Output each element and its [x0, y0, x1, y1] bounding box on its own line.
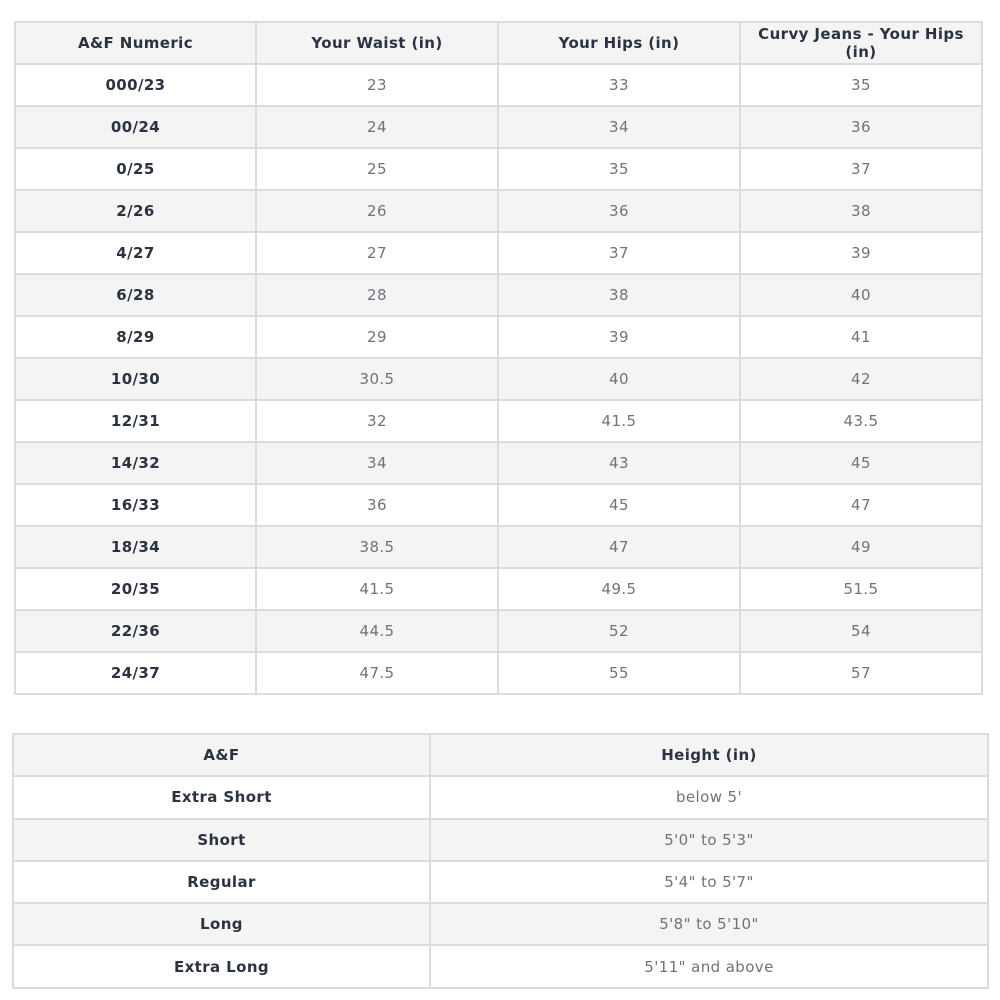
length-label: Extra Long: [13, 945, 430, 987]
table-row: [15, 274, 982, 316]
waist-value: 32: [256, 400, 498, 442]
table-row: [15, 442, 982, 484]
height-range: 5'11" and above: [430, 945, 988, 987]
column-header-waist: Your Waist (in): [256, 22, 498, 64]
table-row: [13, 945, 988, 987]
waist-value: 26: [256, 190, 498, 232]
curvy-hips-value: 45: [740, 442, 982, 484]
hips-value: 41.5: [498, 400, 740, 442]
height-range: 5'4" to 5'7": [430, 861, 988, 903]
size-label: 20/35: [15, 568, 256, 610]
hips-value: 35: [498, 148, 740, 190]
height-range: 5'0" to 5'3": [430, 819, 988, 861]
curvy-hips-value: 39: [740, 232, 982, 274]
hips-value: 55: [498, 652, 740, 694]
table-row: [13, 776, 988, 818]
hips-value: 39: [498, 316, 740, 358]
length-label: Regular: [13, 861, 430, 903]
table-row: [15, 358, 982, 400]
waist-value: 47.5: [256, 652, 498, 694]
size-chart-header-row: [15, 22, 982, 64]
size-label: 24/37: [15, 652, 256, 694]
table-row: [15, 64, 982, 106]
table-row: [15, 106, 982, 148]
size-label: 00/24: [15, 106, 256, 148]
table-row: [15, 190, 982, 232]
waist-value: 44.5: [256, 610, 498, 652]
length-label: Extra Short: [13, 776, 430, 818]
waist-value: 27: [256, 232, 498, 274]
size-label: 000/23: [15, 64, 256, 106]
hips-value: 49.5: [498, 568, 740, 610]
table-row: [15, 484, 982, 526]
length-chart-table: [12, 733, 989, 989]
size-label: 14/32: [15, 442, 256, 484]
waist-value: 38.5: [256, 526, 498, 568]
size-label: 2/26: [15, 190, 256, 232]
waist-value: 29: [256, 316, 498, 358]
hips-value: 38: [498, 274, 740, 316]
curvy-hips-value: 37: [740, 148, 982, 190]
size-label: 4/27: [15, 232, 256, 274]
hips-value: 52: [498, 610, 740, 652]
curvy-hips-value: 36: [740, 106, 982, 148]
waist-value: 34: [256, 442, 498, 484]
table-row: [13, 819, 988, 861]
hips-value: 34: [498, 106, 740, 148]
curvy-hips-value: 51.5: [740, 568, 982, 610]
waist-value: 28: [256, 274, 498, 316]
table-row: [15, 316, 982, 358]
size-label: 16/33: [15, 484, 256, 526]
hips-value: 40: [498, 358, 740, 400]
curvy-hips-value: 40: [740, 274, 982, 316]
size-label: 22/36: [15, 610, 256, 652]
waist-value: 30.5: [256, 358, 498, 400]
table-row: [13, 861, 988, 903]
hips-value: 33: [498, 64, 740, 106]
curvy-hips-value: 38: [740, 190, 982, 232]
waist-value: 23: [256, 64, 498, 106]
table-row: [15, 148, 982, 190]
column-header-hips: Your Hips (in): [498, 22, 740, 64]
table-row: [15, 400, 982, 442]
column-header-height: Height (in): [430, 734, 988, 776]
waist-value: 41.5: [256, 568, 498, 610]
length-label: Short: [13, 819, 430, 861]
table-row: [13, 903, 988, 945]
hips-value: 37: [498, 232, 740, 274]
height-range: 5'8" to 5'10": [430, 903, 988, 945]
length-chart-header-row: [13, 734, 988, 776]
height-range: below 5': [430, 776, 988, 818]
column-header-numeric: A&F Numeric: [15, 22, 256, 64]
size-label: 18/34: [15, 526, 256, 568]
waist-value: 24: [256, 106, 498, 148]
table-row: [15, 652, 982, 694]
table-row: [15, 526, 982, 568]
length-label: Long: [13, 903, 430, 945]
waist-value: 36: [256, 484, 498, 526]
curvy-hips-value: 43.5: [740, 400, 982, 442]
curvy-hips-value: 41: [740, 316, 982, 358]
table-row: [15, 232, 982, 274]
curvy-hips-value: 42: [740, 358, 982, 400]
table-row: [15, 568, 982, 610]
size-chart-table: [14, 21, 983, 695]
column-header-curvy-hips: Curvy Jeans - Your Hips (in): [740, 22, 982, 64]
size-label: 8/29: [15, 316, 256, 358]
hips-value: 45: [498, 484, 740, 526]
curvy-hips-value: 35: [740, 64, 982, 106]
hips-value: 36: [498, 190, 740, 232]
hips-value: 47: [498, 526, 740, 568]
waist-value: 25: [256, 148, 498, 190]
size-label: 6/28: [15, 274, 256, 316]
table-row: [15, 610, 982, 652]
size-label: 0/25: [15, 148, 256, 190]
column-header-af: A&F: [13, 734, 430, 776]
curvy-hips-value: 47: [740, 484, 982, 526]
size-label: 12/31: [15, 400, 256, 442]
size-label: 10/30: [15, 358, 256, 400]
hips-value: 43: [498, 442, 740, 484]
curvy-hips-value: 54: [740, 610, 982, 652]
curvy-hips-value: 57: [740, 652, 982, 694]
curvy-hips-value: 49: [740, 526, 982, 568]
